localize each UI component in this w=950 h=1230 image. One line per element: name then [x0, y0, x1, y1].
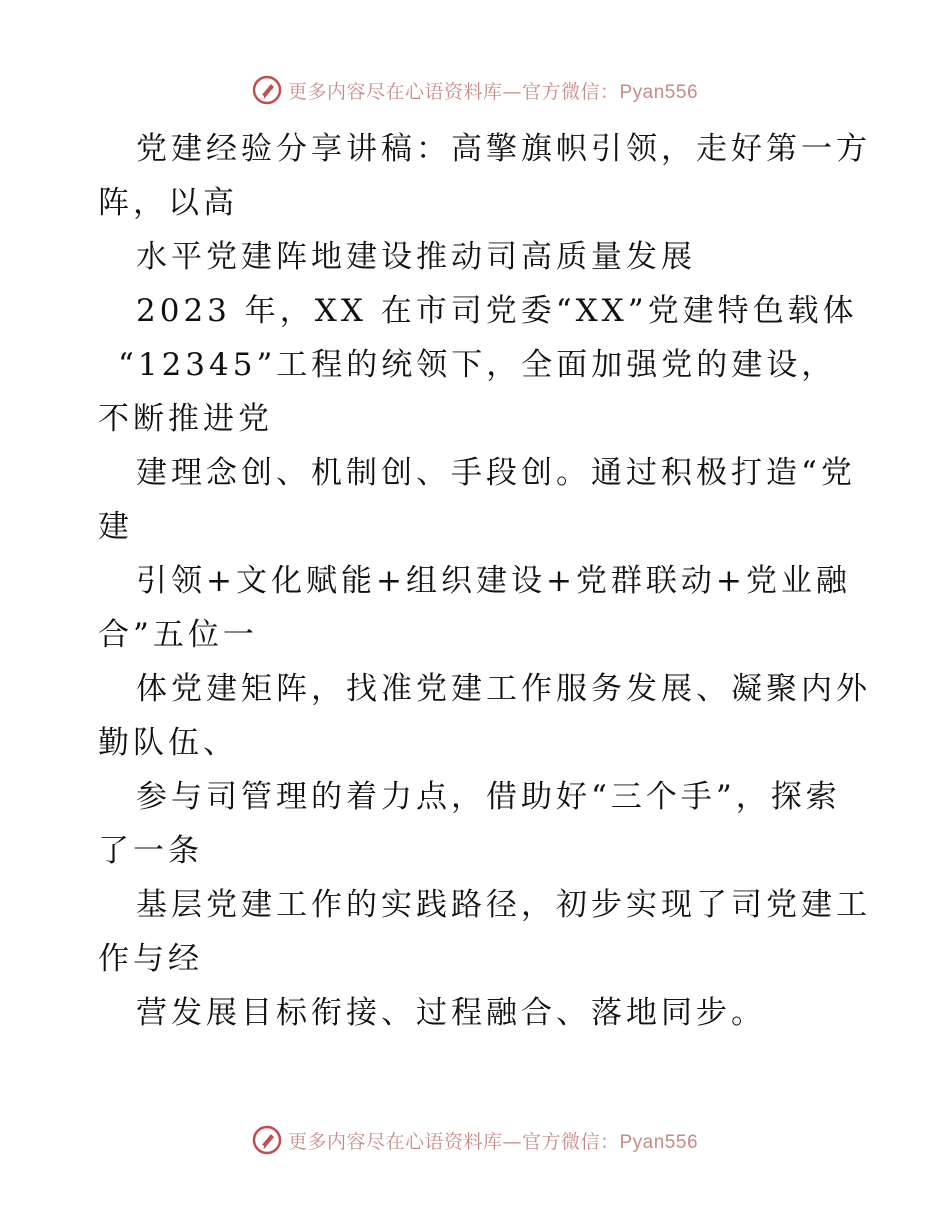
paragraph: [0, 338, 950, 446]
paragraph: [0, 986, 950, 1040]
paragraph-line: 作与经: [98, 941, 203, 977]
paragraph-line: 阵，以高: [98, 185, 238, 221]
paragraph-line: 勤队伍、: [98, 725, 238, 761]
paragraph-line: 参与司管理的着力点，借助好“三个手”，探索: [136, 779, 841, 815]
footer-watermark-banner: [0, 1120, 950, 1160]
paragraph-line: 建: [98, 509, 133, 545]
pen-nib-seal-icon: [252, 1125, 282, 1155]
paragraph-line: 建理念创、机制创、手段创。通过积极打造“党: [136, 455, 856, 491]
paragraph-line: 体党建矩阵，找准党建工作服务发展、凝聚内外: [136, 671, 871, 707]
paragraph-line: 不断推进党: [98, 401, 273, 437]
paragraph: [0, 878, 950, 986]
banner-text: 更多内容尽在心语资料库—官方微信：Pyan556: [287, 80, 699, 103]
header-watermark-banner: [0, 70, 950, 110]
paragraph-line: “12345”工程的统领下，全面加强党的建设，: [118, 347, 837, 383]
banner-text: 更多内容尽在心语资料库—官方微信：Pyan556: [287, 1130, 699, 1153]
paragraph-line: 引领+文化赋能+组织建设+党群联动+党业融: [136, 563, 851, 599]
paragraph: [0, 284, 950, 338]
paragraph: [0, 446, 950, 554]
paragraph: [0, 662, 950, 770]
paragraph-line: 基层党建工作的实践路径，初步实现了司党建工: [136, 887, 871, 923]
document-body: [0, 122, 950, 1040]
paragraph: [0, 554, 950, 662]
paragraph-line: 了一条: [98, 833, 203, 869]
paragraph: [0, 770, 950, 878]
paragraph-line: 合”五位一: [98, 617, 258, 653]
paragraph-line: 水平党建阵地建设推动司高质量发展: [136, 239, 696, 275]
pen-nib-seal-icon: [252, 75, 282, 105]
paragraph-line: 营发展目标衔接、过程融合、落地同步。: [136, 995, 766, 1031]
paragraph: [0, 230, 950, 284]
paragraph: [0, 122, 950, 230]
paragraph-line: 2023 年，XX 在市司党委“XX”党建特色载体: [136, 293, 858, 329]
paragraph-line: 党建经验分享讲稿：高擎旗帜引领，走好第一方: [136, 131, 871, 167]
